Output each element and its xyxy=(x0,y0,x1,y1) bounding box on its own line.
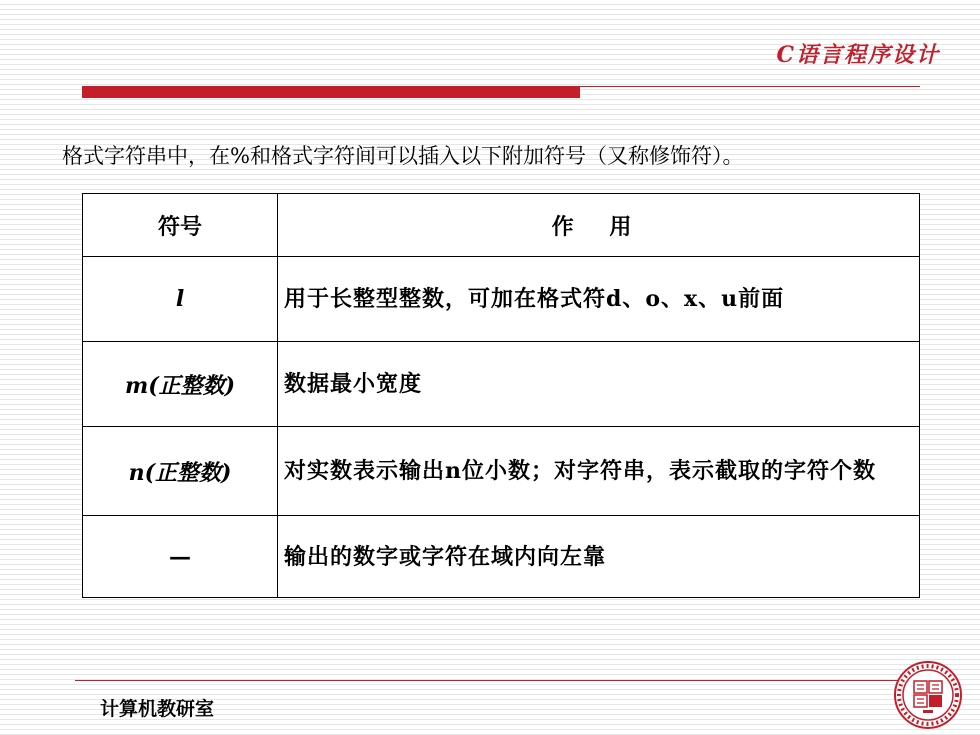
row-description: 对实数表示输出n位小数；对字符串，表示截取的字符个数 xyxy=(278,427,920,516)
university-seal-icon xyxy=(893,660,963,730)
header-symbol: 符号 xyxy=(83,194,278,257)
table-row xyxy=(83,516,920,598)
row-description: 输出的数字或字符在域内向左靠 xyxy=(278,516,920,598)
table-row xyxy=(83,342,920,427)
row-symbol: l xyxy=(83,257,278,342)
row-symbol: m(正整数) xyxy=(83,342,278,427)
footer-department: 计算机教研室 xyxy=(100,698,215,720)
table-header-row xyxy=(83,194,920,257)
footer-divider-line xyxy=(75,680,905,681)
row-symbol: — xyxy=(83,516,278,598)
table-row xyxy=(83,427,920,516)
header-function: 作 用 xyxy=(278,194,920,257)
row-description: 数据最小宽度 xyxy=(278,342,920,427)
course-title: C语言程序设计 xyxy=(776,42,940,68)
modifier-table xyxy=(82,193,920,598)
row-description: 用于长整型整数，可加在格式符d、o、x、u前面 xyxy=(278,257,920,342)
table-row xyxy=(83,257,920,342)
row-symbol: n(正整数) xyxy=(83,427,278,516)
intro-text: 格式字符串中，在%和格式字符间可以插入以下附加符号（又称修饰符）。 xyxy=(62,144,744,168)
header-accent-bar xyxy=(82,87,580,98)
